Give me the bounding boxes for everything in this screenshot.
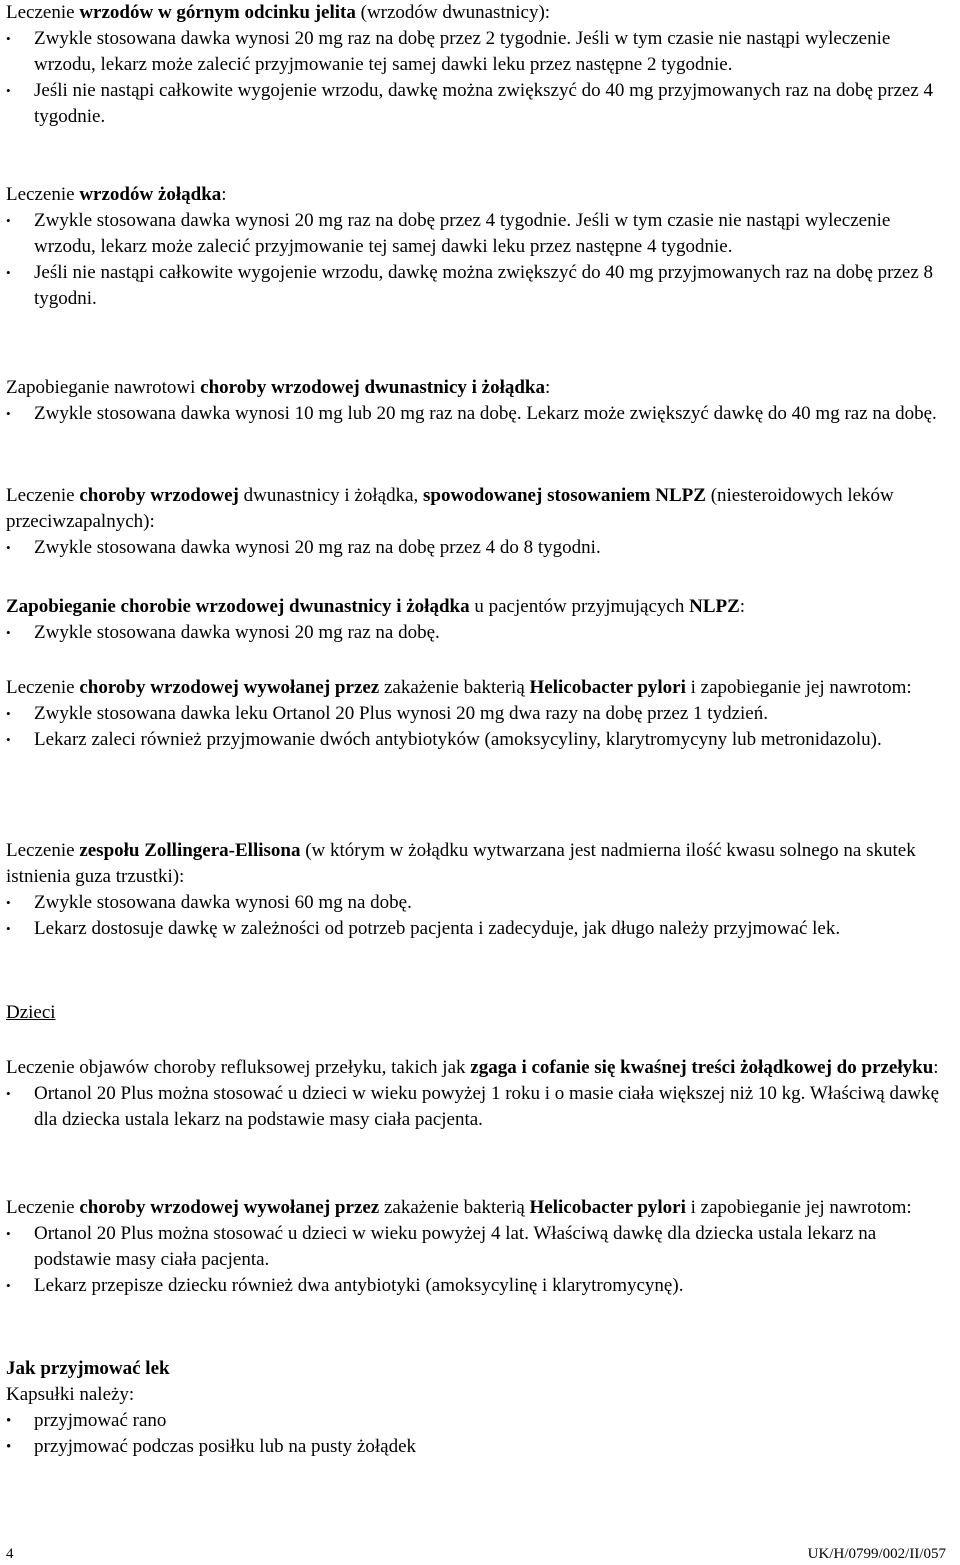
heading-bold-text: zgaga i cofanie się kwaśnej treści żołądkowej do przełyku (470, 1057, 934, 1078)
list-item: • Zwykle stosowana dawka wynosi 20 mg raz na dobę. (6, 620, 950, 646)
bullet-list (6, 701, 950, 753)
section-heading (6, 483, 950, 535)
section (6, 182, 950, 312)
heading-bold-text: choroby wrzodowej (79, 485, 239, 506)
heading-bold-text: Zapobieganie chorobie wrzodowej dwunastnicy i żołądka (6, 596, 470, 617)
list-item: • Zwykle stosowana dawka wynosi 20 mg raz na dobę przez 4 do 8 tygodni. (6, 535, 950, 561)
list-item: • Lekarz przepisze dziecku również dwa antybiotyki (amoksycylinę i klarytromycynę). (6, 1273, 950, 1299)
bullet-list (6, 1221, 950, 1299)
section (6, 594, 950, 646)
heading-text: (niesteroidowych leków przeciwzapalnych): (6, 485, 894, 532)
heading-bold-text: wrzodów w górnym odcinku jelita (79, 2, 356, 23)
bullet-list (6, 26, 950, 130)
section-heading (6, 1356, 950, 1382)
heading-text: Leczenie (6, 184, 80, 205)
bullet-list (6, 208, 950, 312)
heading-text: Leczenie (6, 485, 80, 506)
list-item: • Zwykle stosowana dawka wynosi 60 mg na dobę. (6, 890, 950, 916)
heading-bold-text: spowodowanej stosowaniem NLPZ (423, 485, 706, 506)
list-item: • Ortanol 20 Plus można stosować u dzieci w wieku powyżej 4 lat. Właściwą dawkę dla dziecka ustala lekarz na podstawie masy ciała pacjenta. (6, 1221, 950, 1273)
bullet-list (6, 1081, 950, 1133)
heading-text: u pacjentów przyjmujących (469, 596, 690, 617)
heading-text: : (545, 377, 551, 398)
heading-text: Leczenie objawów choroby refluksowej przełyku, takich jak (6, 1057, 471, 1078)
heading-text: (w którym w żołądku wytwarzana jest nadmierna ilość kwasu solnego na skutek istnienia guza trzustki): (6, 840, 916, 887)
section (6, 375, 950, 427)
section (6, 1356, 950, 1460)
section (6, 1055, 950, 1133)
bullet-list (6, 401, 950, 427)
section-heading (6, 594, 950, 620)
heading-text: : (933, 1057, 939, 1078)
heading-bold-text: choroby wrzodowej wywołanej przez (79, 677, 380, 698)
list-item: • Zwykle stosowana dawka leku Ortanol 20 Plus wynosi 20 mg dwa razy na dobę przez 1 tydzień. (6, 701, 950, 727)
section-heading (6, 0, 950, 26)
heading-text: (wrzodów dwunastnicy): (355, 2, 551, 23)
bullet-list (6, 535, 950, 561)
heading-text: i zapobieganie jej nawrotom: (685, 677, 912, 698)
heading-text: zakażenie bakterią (379, 677, 530, 698)
list-item: • Zwykle stosowana dawka wynosi 20 mg raz na dobę przez 4 tygodnie. Jeśli w tym czasie nie nastąpi wyleczenie wrzodu, lekarz może zalecić przyjmowanie tej samej dawki leku przez następne 4 tygodnie. (6, 208, 950, 260)
heading-bold-text: choroby wrzodowej wywołanej przez (79, 1197, 380, 1218)
list-item: • przyjmować rano (6, 1408, 950, 1434)
heading-bold-text: Helicobacter pylori (529, 1197, 686, 1218)
list-item: • Lekarz zaleci również przyjmowanie dwóch antybiotyków (amoksycyliny, klarytromycyny lub metronidazolu). (6, 727, 950, 753)
document-code: UK/H/0799/002/II/057 (807, 1546, 946, 1562)
section-heading (6, 675, 950, 701)
heading-bold-text: choroby wrzodowej dwunastnicy i żołądka (200, 377, 545, 398)
heading-text: i zapobieganie jej nawrotom: (685, 1197, 912, 1218)
section (6, 838, 950, 942)
heading-bold-text: Jak przyjmować lek (6, 1358, 170, 1379)
section-heading (6, 1195, 950, 1221)
heading-text: zakażenie bakterią (379, 1197, 530, 1218)
list-item: • Jeśli nie nastąpi całkowite wygojenie wrzodu, dawkę można zwiększyć do 40 mg przyjmowanych raz na dobę przez 8 tygodni. (6, 260, 950, 312)
heading-text: Leczenie (6, 2, 80, 23)
list-item: • Ortanol 20 Plus można stosować u dzieci w wieku powyżej 1 roku i o masie ciała większej niż 10 kg. Właściwą dawkę dla dziecka ustala lekarz na podstawie masy ciała pacjenta. (6, 1081, 950, 1133)
heading-text: dwunastnicy i żołądka, (238, 485, 424, 506)
section-heading (6, 1055, 950, 1081)
heading-bold-text: wrzodów żołądka (79, 184, 222, 205)
section-heading (6, 375, 950, 401)
section (6, 0, 950, 130)
heading-bold-text: Helicobacter pylori (529, 677, 686, 698)
section (6, 1195, 950, 1299)
section-heading: Dzieci (6, 1002, 56, 1023)
section-heading (6, 838, 950, 890)
list-item: • Lekarz dostosuje dawkę w zależności od potrzeb pacjenta i zadecyduje, jak długo należy przyjmować lek. (6, 916, 950, 942)
bullet-list (6, 620, 950, 646)
heading-text: Zapobieganie nawrotowi (6, 377, 201, 398)
page-number: 4 (6, 1546, 14, 1562)
bullet-list (6, 890, 950, 942)
heading-text: Leczenie (6, 677, 80, 698)
section-heading (6, 182, 950, 208)
section-subheading: Kapsułki należy: (6, 1384, 135, 1405)
heading-text: Leczenie (6, 1197, 80, 1218)
heading-text: : (739, 596, 746, 617)
list-item: • Zwykle stosowana dawka wynosi 10 mg lub 20 mg raz na dobę. Lekarz może zwiększyć dawkę do 40 mg raz na dobę. (6, 401, 950, 427)
heading-bold-text: NLPZ (689, 596, 740, 617)
list-item: • przyjmować podczas posiłku lub na pusty żołądek (6, 1434, 950, 1460)
bullet-list (6, 1408, 950, 1460)
section (6, 483, 950, 561)
list-item: • Zwykle stosowana dawka wynosi 20 mg raz na dobę przez 2 tygodnie. Jeśli w tym czasie nie nastąpi wyleczenie wrzodu, lekarz może zalecić przyjmowanie tej samej dawki leku przez następne 2 tygodnie. (6, 26, 950, 78)
heading-text: : (221, 184, 227, 205)
section (6, 675, 950, 753)
section (6, 1000, 950, 1026)
heading-bold-text: zespołu Zollingera-Ellisona (79, 840, 301, 861)
list-item: • Jeśli nie nastąpi całkowite wygojenie wrzodu, dawkę można zwiększyć do 40 mg przyjmowanych raz na dobę przez 4 tygodnie. (6, 78, 950, 130)
heading-text: Leczenie (6, 840, 80, 861)
